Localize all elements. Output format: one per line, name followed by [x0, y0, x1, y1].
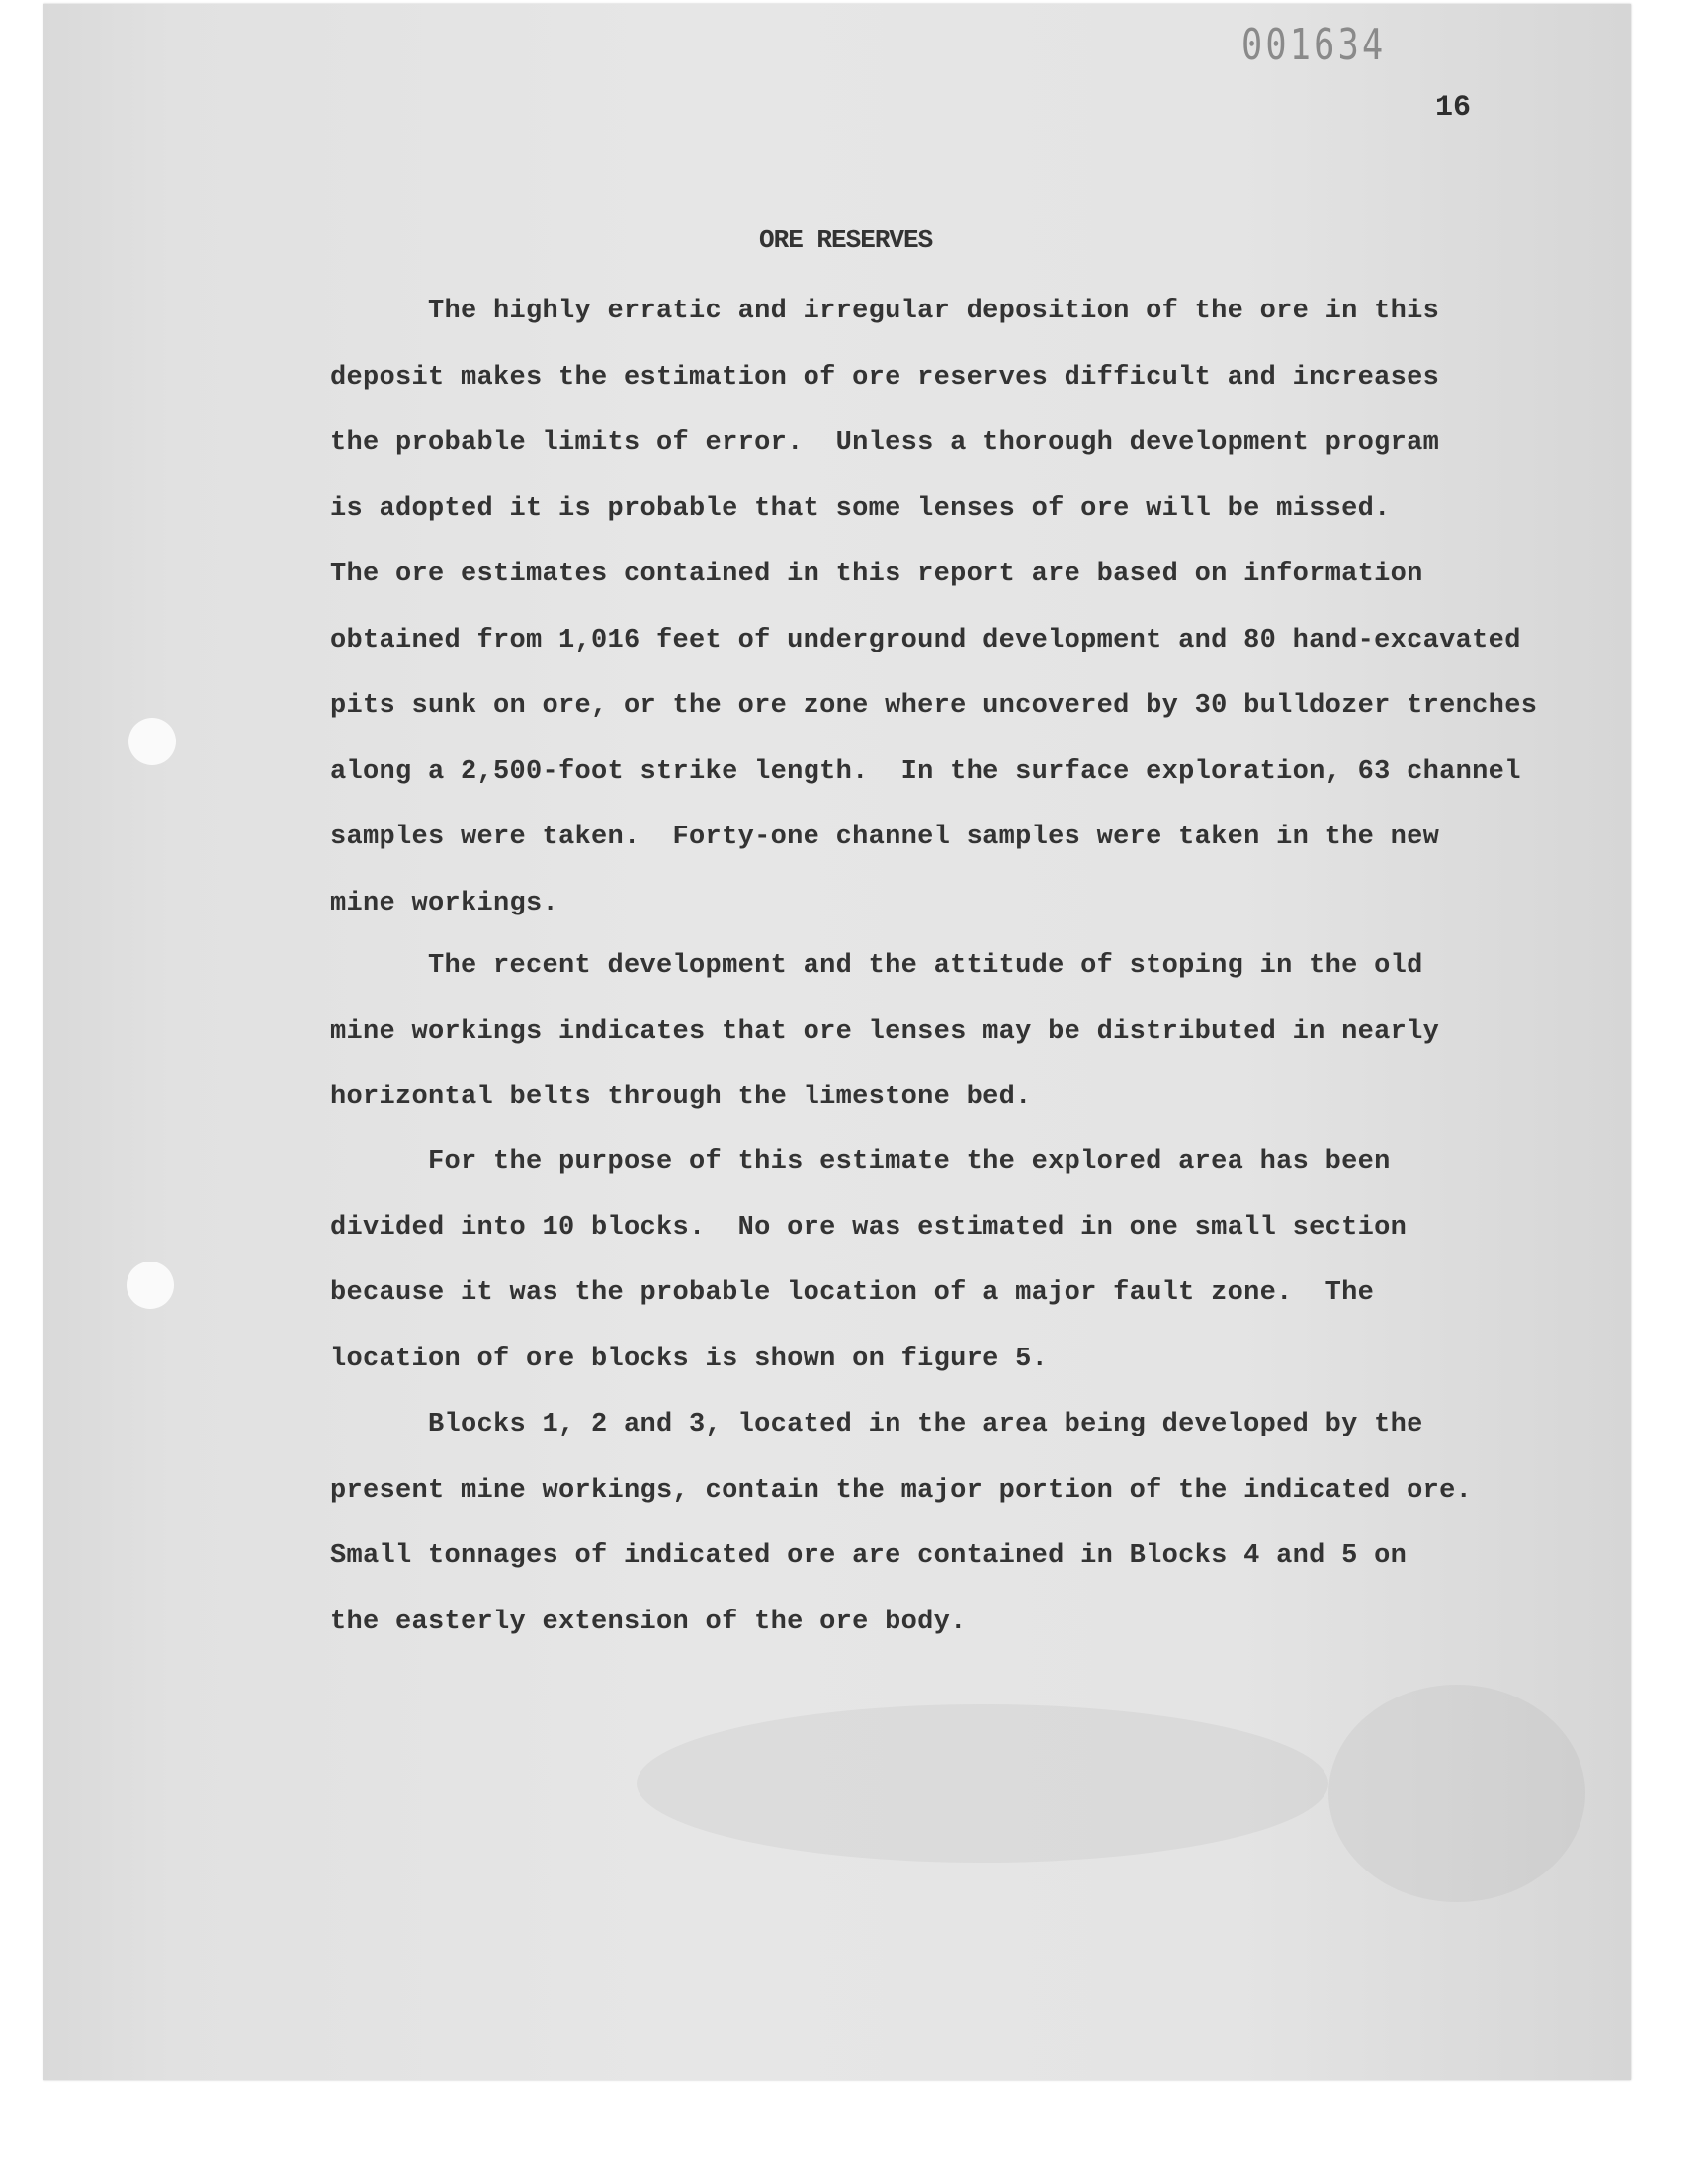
- text-line: obtained from 1,016 feet of underground development and 80 hand-excavated: [330, 625, 1521, 655]
- text-line: The recent development and the attitude of stoping in the old: [330, 951, 1423, 981]
- paragraph-recent-development: [330, 933, 1439, 1131]
- text-line: because it was the probable location of a major fault zone. The: [330, 1278, 1375, 1308]
- paragraph-estimate-blocks: [330, 1129, 1407, 1392]
- text-line: Small tonnages of indicated ore are contained in Blocks 4 and 5 on: [330, 1541, 1408, 1571]
- text-line: location of ore blocks is shown on figure 5.: [330, 1344, 1049, 1374]
- document-stamp-number: 001634: [1241, 20, 1387, 70]
- text-line: mine workings indicates that ore lenses may be distributed in nearly: [330, 1016, 1440, 1047]
- paper-smudge: [637, 1704, 1328, 1863]
- text-line: For the purpose of this estimate the explored area has been: [330, 1147, 1391, 1176]
- text-line: The ore estimates contained in this report are based on information: [330, 560, 1423, 589]
- text-line: along a 2,500-foot strike length. In the surface exploration, 63 channel: [330, 756, 1521, 787]
- text-line: deposit makes the estimation of ore reserves difficult and increases: [330, 362, 1440, 392]
- binder-hole-top: [128, 718, 176, 765]
- paper-smudge: [1328, 1685, 1585, 1902]
- page-number: 16: [1435, 91, 1472, 125]
- section-heading: ORE RESERVES: [759, 225, 933, 255]
- text-line: the probable limits of error. Unless a thorough development program: [330, 428, 1440, 458]
- text-line: the easterly extension of the ore body.: [330, 1607, 967, 1637]
- text-line: pits sunk on ore, or the ore zone where uncovered by 30 bulldozer trenches: [330, 691, 1538, 721]
- text-line: horizontal belts through the limestone bed.: [330, 1083, 1032, 1112]
- text-line: present mine workings, contain the major portion of the indicated ore.: [330, 1475, 1473, 1506]
- binder-hole-bottom: [127, 1262, 174, 1309]
- text-line: Blocks 1, 2 and 3, located in the area being developed by the: [330, 1410, 1423, 1439]
- text-line: divided into 10 blocks. No ore was estimated in one small section: [330, 1212, 1408, 1243]
- text-line: The highly erratic and irregular deposition of the ore in this: [330, 297, 1440, 326]
- paragraph-ore-reserves-intro: [330, 279, 1537, 936]
- text-line: samples were taken. Forty-one channel samples were taken in the new: [330, 823, 1440, 852]
- text-line: mine workings.: [330, 888, 559, 918]
- text-line: is adopted it is probable that some lenses of ore will be missed.: [330, 493, 1391, 524]
- paragraph-blocks-description: [330, 1392, 1472, 1655]
